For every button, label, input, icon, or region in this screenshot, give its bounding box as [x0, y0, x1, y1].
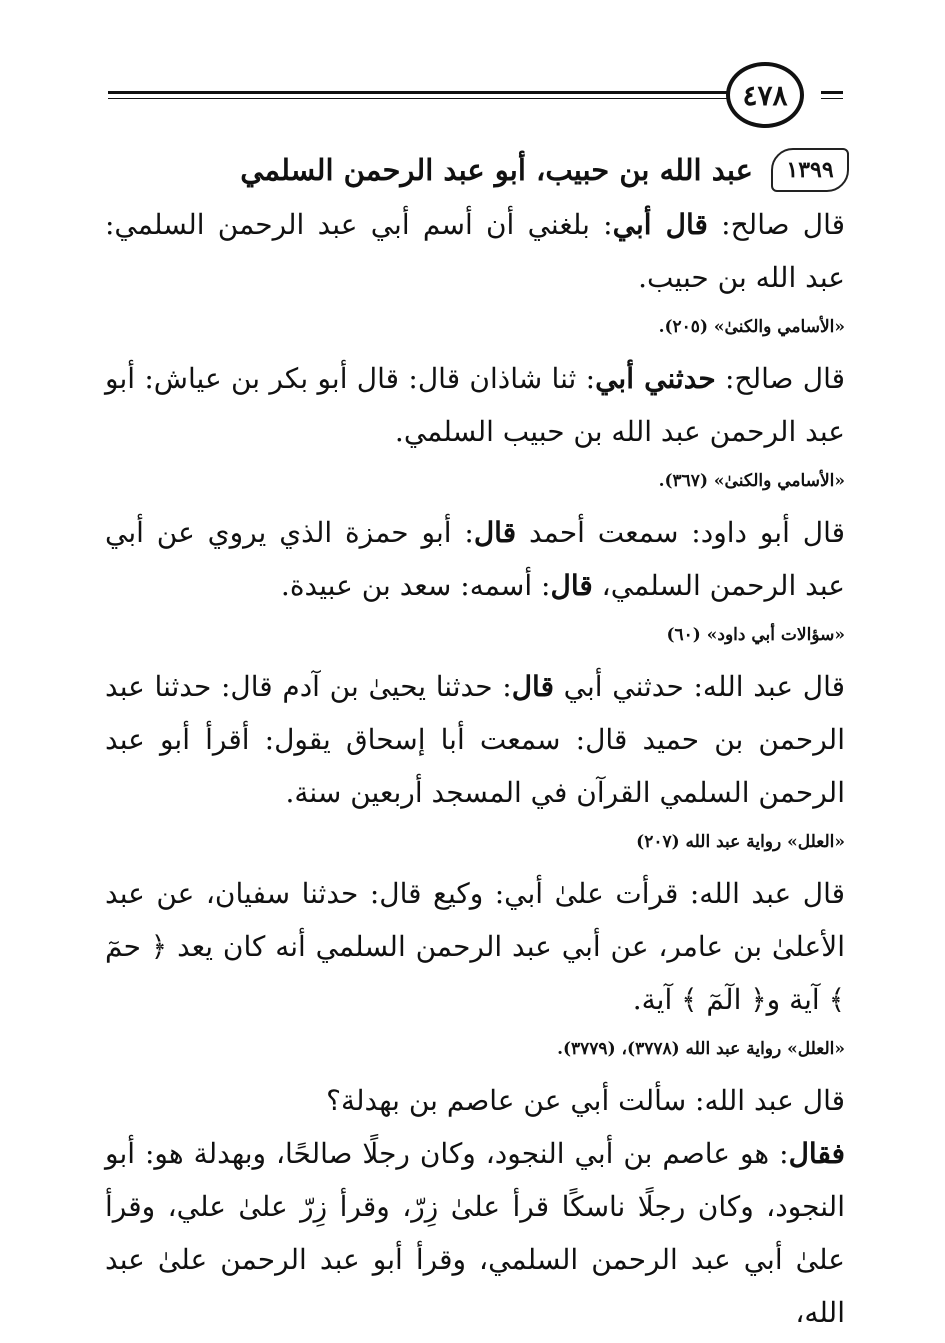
entry-heading: [140, 145, 849, 195]
paragraph: قال أبو داود: سمعت أحمد قال: أبو حمزة الذي يروي عن أبي عبد الرحمن السلمي، قال: أسمه: سعد بن عبيدة.: [105, 516, 845, 602]
source-citation: «الأسامي والكنىٰ» (٣٦٧).: [658, 471, 845, 491]
header-rule-right-thin: [821, 98, 843, 99]
header-rule: [108, 91, 728, 94]
source-citation: «سؤالات أبي داود» (٦٠): [666, 625, 845, 645]
paragraph: قال عبد الله: سألت أبي عن عاصم بن بهدلة؟: [326, 1084, 845, 1117]
entry-number-badge: ١٣٩٩: [771, 148, 849, 192]
paragraph: قال عبد الله: قرأت علىٰ أبي: وكيع قال: حدثنا سفيان، عن عبد الأعلىٰ بن عامر، عن أبي عبد الرحمن السلمي أنه كان يعد ﴿ حمٓ ﴾ آية و﴿ الٓمٓ ﴾ آية.: [105, 877, 845, 1016]
paragraph: قال صالح: حدثني أبي: ثنا شاذان قال: قال أبو بكر بن عياش: أبو عبد الرحمن عبد الله بن حبيب السلمي.: [105, 362, 845, 448]
source-citation: «العلل» رواية عبد الله (٢٠٧): [636, 832, 845, 852]
page-header: [108, 58, 843, 138]
source-citation: «العلل» رواية عبد الله (٣٧٧٨)، (٣٧٧٩).: [557, 1039, 845, 1059]
entry-title: عبد الله بن حبيب، أبو عبد الرحمن السلمي: [240, 153, 753, 187]
header-rule-thin: [108, 98, 728, 99]
source-citation: «الأسامي والكنىٰ» (٢٠٥).: [658, 317, 845, 337]
header-rule-right: [821, 91, 843, 94]
main-text: [105, 198, 845, 1339]
page-number: ٤٧٨: [726, 62, 804, 128]
paragraph: قال صالح: قال أبي: بلغني أن أسم أبي عبد الرحمن السلمي: عبد الله بن حبيب.: [105, 208, 846, 294]
paragraph: قال عبد الله: حدثني أبي قال: حدثنا يحيىٰ بن آدم قال: حدثنا عبد الرحمن بن حميد قال: سمعت أبا إسحاق يقول: أقرأ أبو عبد الرحمن السلمي القرآن في المسجد أربعين سنة.: [105, 670, 846, 809]
paragraph: فقال: هو عاصم بن أبي النجود، وكان رجلًا صالحًا، وبهدلة هو: أبو النجود، وكان رجلًا ناسكًا قرأ علىٰ زِرّ، وقرأ زِرّ علىٰ علي، وقرأ علىٰ أبي عبد الرحمن السلمي، وقرأ أبو عبد الرحمن علىٰ عبد الله،: [105, 1137, 845, 1329]
